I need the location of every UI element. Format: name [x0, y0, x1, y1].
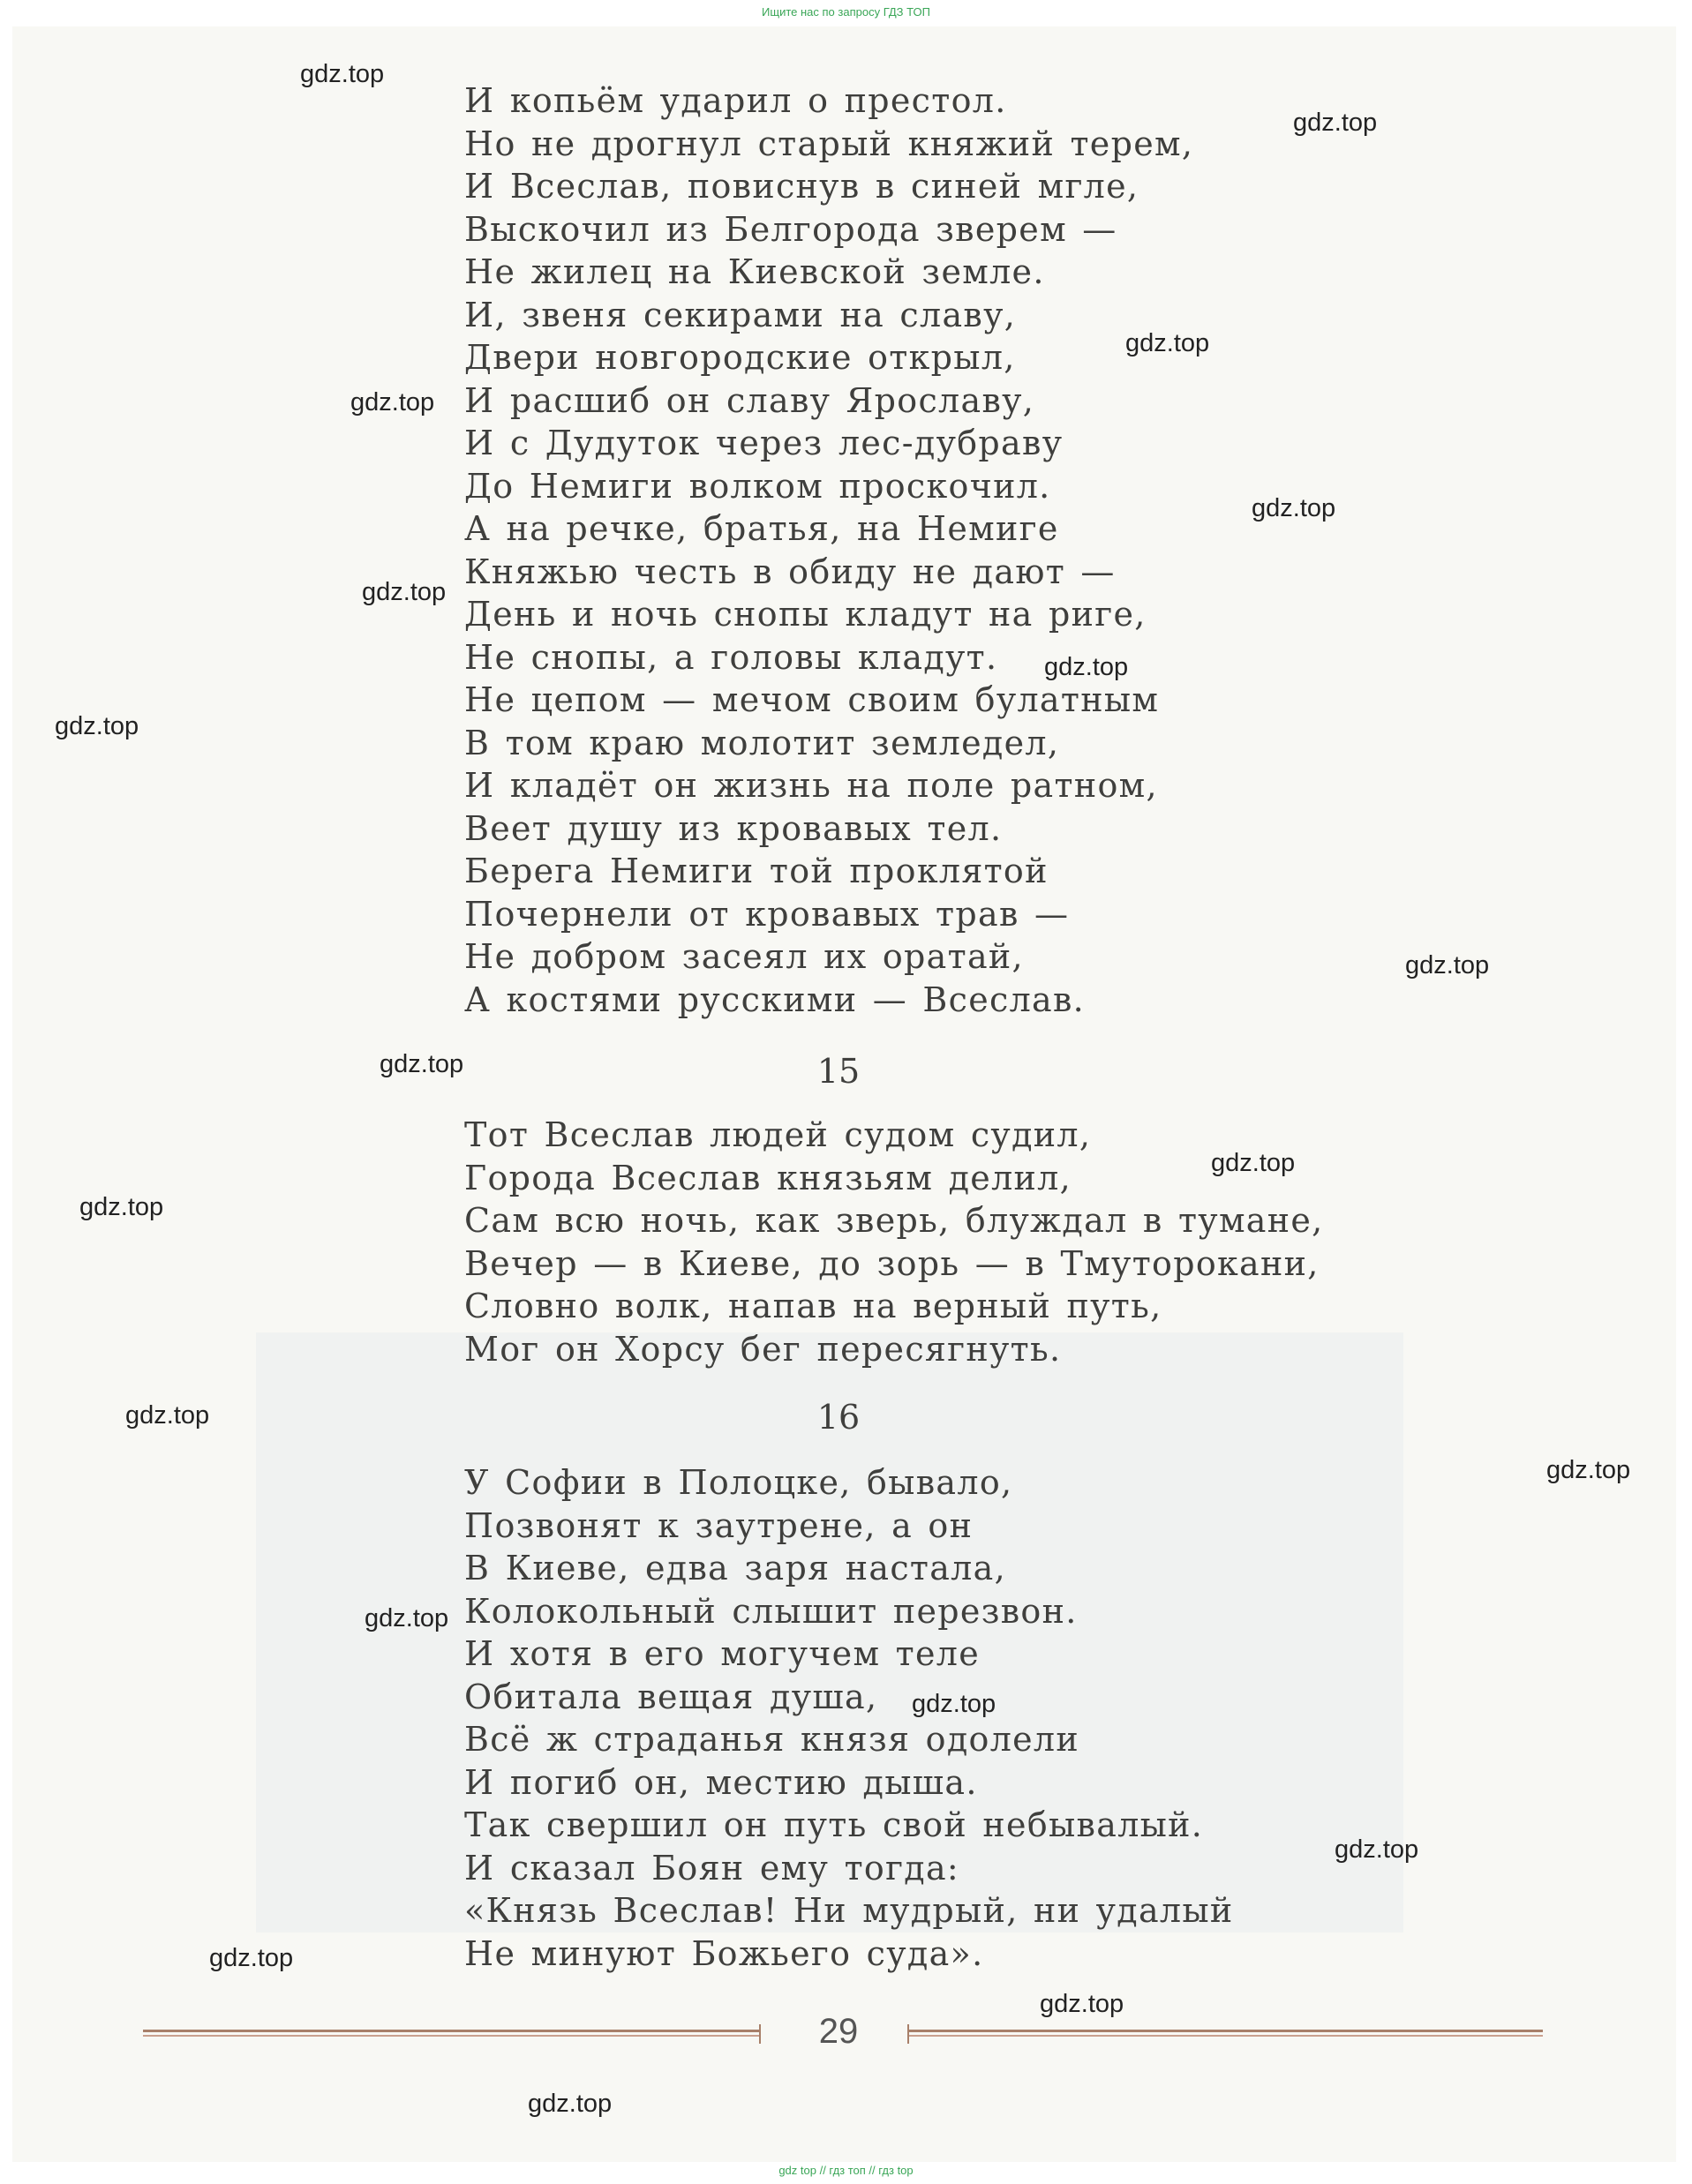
watermark: gdz.top	[1405, 951, 1490, 979]
bottom-banner: gdz top // гдз топ // гдз top	[778, 2164, 914, 2177]
watermark: gdz.top	[209, 1944, 294, 1972]
poem-line: Мог он Хорсу бег пересягнуть.	[464, 1329, 1062, 1369]
poem-line: Тот Всеслав людей судом судил,	[464, 1115, 1092, 1154]
watermark: gdz.top	[380, 1050, 464, 1078]
watermark: gdz.top	[1040, 1990, 1124, 2018]
poem-line: Не цепом — мечом своим булатным	[464, 680, 1160, 719]
poem-line: И, звеня секирами на славу,	[464, 295, 1017, 334]
poem-line: И копьём ударил о престол.	[464, 81, 1007, 120]
poem-line: Не минуют Божьего суда».	[464, 1933, 984, 1973]
watermark: gdz.top	[55, 712, 139, 740]
poem-line: Так свершил он путь свой небывалый.	[464, 1805, 1204, 1844]
poem-line: И расшиб он славу Ярославу,	[464, 380, 1035, 420]
poem-line: До Немиги волком проскочил.	[464, 466, 1051, 506]
watermark: gdz.top	[528, 2090, 613, 2118]
poem-line: День и ночь снопы кладут на риге,	[464, 595, 1147, 634]
watermark: gdz.top	[912, 1690, 996, 1718]
poem-line: Берега Немиги той проклятой	[464, 852, 1049, 890]
watermark: gdz.top	[1125, 329, 1210, 357]
page-number: 29	[818, 2012, 859, 2051]
poem-line: Города Всеслав князьям делил,	[464, 1158, 1072, 1197]
watermark: gdz.top	[300, 60, 385, 88]
poem-line: Словно волк, напав на верный путь,	[464, 1287, 1162, 1325]
top-banner: Ищите нас по запросу ГДЗ ТОП	[762, 5, 930, 19]
poem-line: Всё ж страданья князя одолели	[464, 1720, 1079, 1759]
watermark: gdz.top	[1252, 494, 1336, 522]
poem-line: Двери новгородские открыл,	[464, 338, 1016, 377]
watermark: gdz.top	[365, 1604, 449, 1632]
poem-line: Сам всю ночь, как зверь, блуждал в тумане,	[464, 1201, 1324, 1240]
footer-rule-right	[907, 2030, 1543, 2040]
poem-line: И с Дудуток через лес-дубраву	[464, 424, 1064, 462]
watermark: gdz.top	[1211, 1149, 1296, 1177]
poem-line: Веет душу из кровавых тел.	[464, 808, 1003, 848]
poem-line: Вечер — в Киеве, до зорь — в Тмуторокани,	[464, 1243, 1320, 1283]
poem-line: Колокольный слышит перезвон.	[464, 1591, 1078, 1631]
poem-line: И сказал Боян ему тогда:	[464, 1848, 960, 1888]
poem-line: Позвонят к заутрене, а он	[464, 1505, 974, 1545]
poem-line: В Киеве, едва заря настала,	[464, 1549, 1006, 1587]
poem-line: А на речке, братья, на Немиге	[464, 509, 1059, 548]
poem-line: «Князь Всеслав! Ни мудрый, ни удалый	[464, 1891, 1234, 1930]
poem-line: Не добром засеял их оратай,	[464, 937, 1024, 976]
watermark: gdz.top	[1546, 1456, 1631, 1484]
watermark: gdz.top	[1335, 1835, 1419, 1864]
poem-line: И кладёт он жизнь на поле ратном,	[464, 766, 1158, 805]
poem-line: Княжью честь в обиду не дают —	[464, 552, 1116, 591]
poem-line: Но не дрогнул старый княжий терем,	[464, 124, 1194, 163]
poem-line: Почернели от кровавых трав —	[464, 894, 1070, 934]
watermark: gdz.top	[350, 388, 435, 417]
poem-line: Обитала вещая душа,	[464, 1677, 878, 1716]
poem-line: Не снопы, а головы кладут.	[464, 637, 998, 677]
poem-line: И Всеслав, повиснув в синей мгле,	[464, 167, 1139, 206]
stanza-continued	[464, 79, 1435, 1021]
watermark: gdz.top	[362, 578, 447, 606]
poem-line: А костями русскими — Всеслав.	[464, 979, 1086, 1019]
footer-rule-left	[143, 2030, 761, 2040]
poem-line: И погиб он, местию дыша.	[464, 1762, 978, 1802]
stanza-number-16: 16	[816, 1398, 861, 1437]
watermark: gdz.top	[1044, 653, 1129, 681]
watermark: gdz.top	[125, 1401, 210, 1430]
stanza-number-15: 15	[816, 1052, 861, 1091]
watermark: gdz.top	[79, 1193, 164, 1221]
poem-line: Не жилец на Киевской земле.	[464, 252, 1045, 291]
poem-line: В том краю молотит земледел,	[464, 723, 1060, 762]
poem-line: У Софии в Полоцке, бывало,	[464, 1463, 1013, 1502]
watermark: gdz.top	[1293, 109, 1378, 137]
poem-line: И хотя в его могучем теле	[464, 1634, 981, 1673]
poem-line: Выскочил из Белгорода зверем —	[464, 209, 1117, 249]
